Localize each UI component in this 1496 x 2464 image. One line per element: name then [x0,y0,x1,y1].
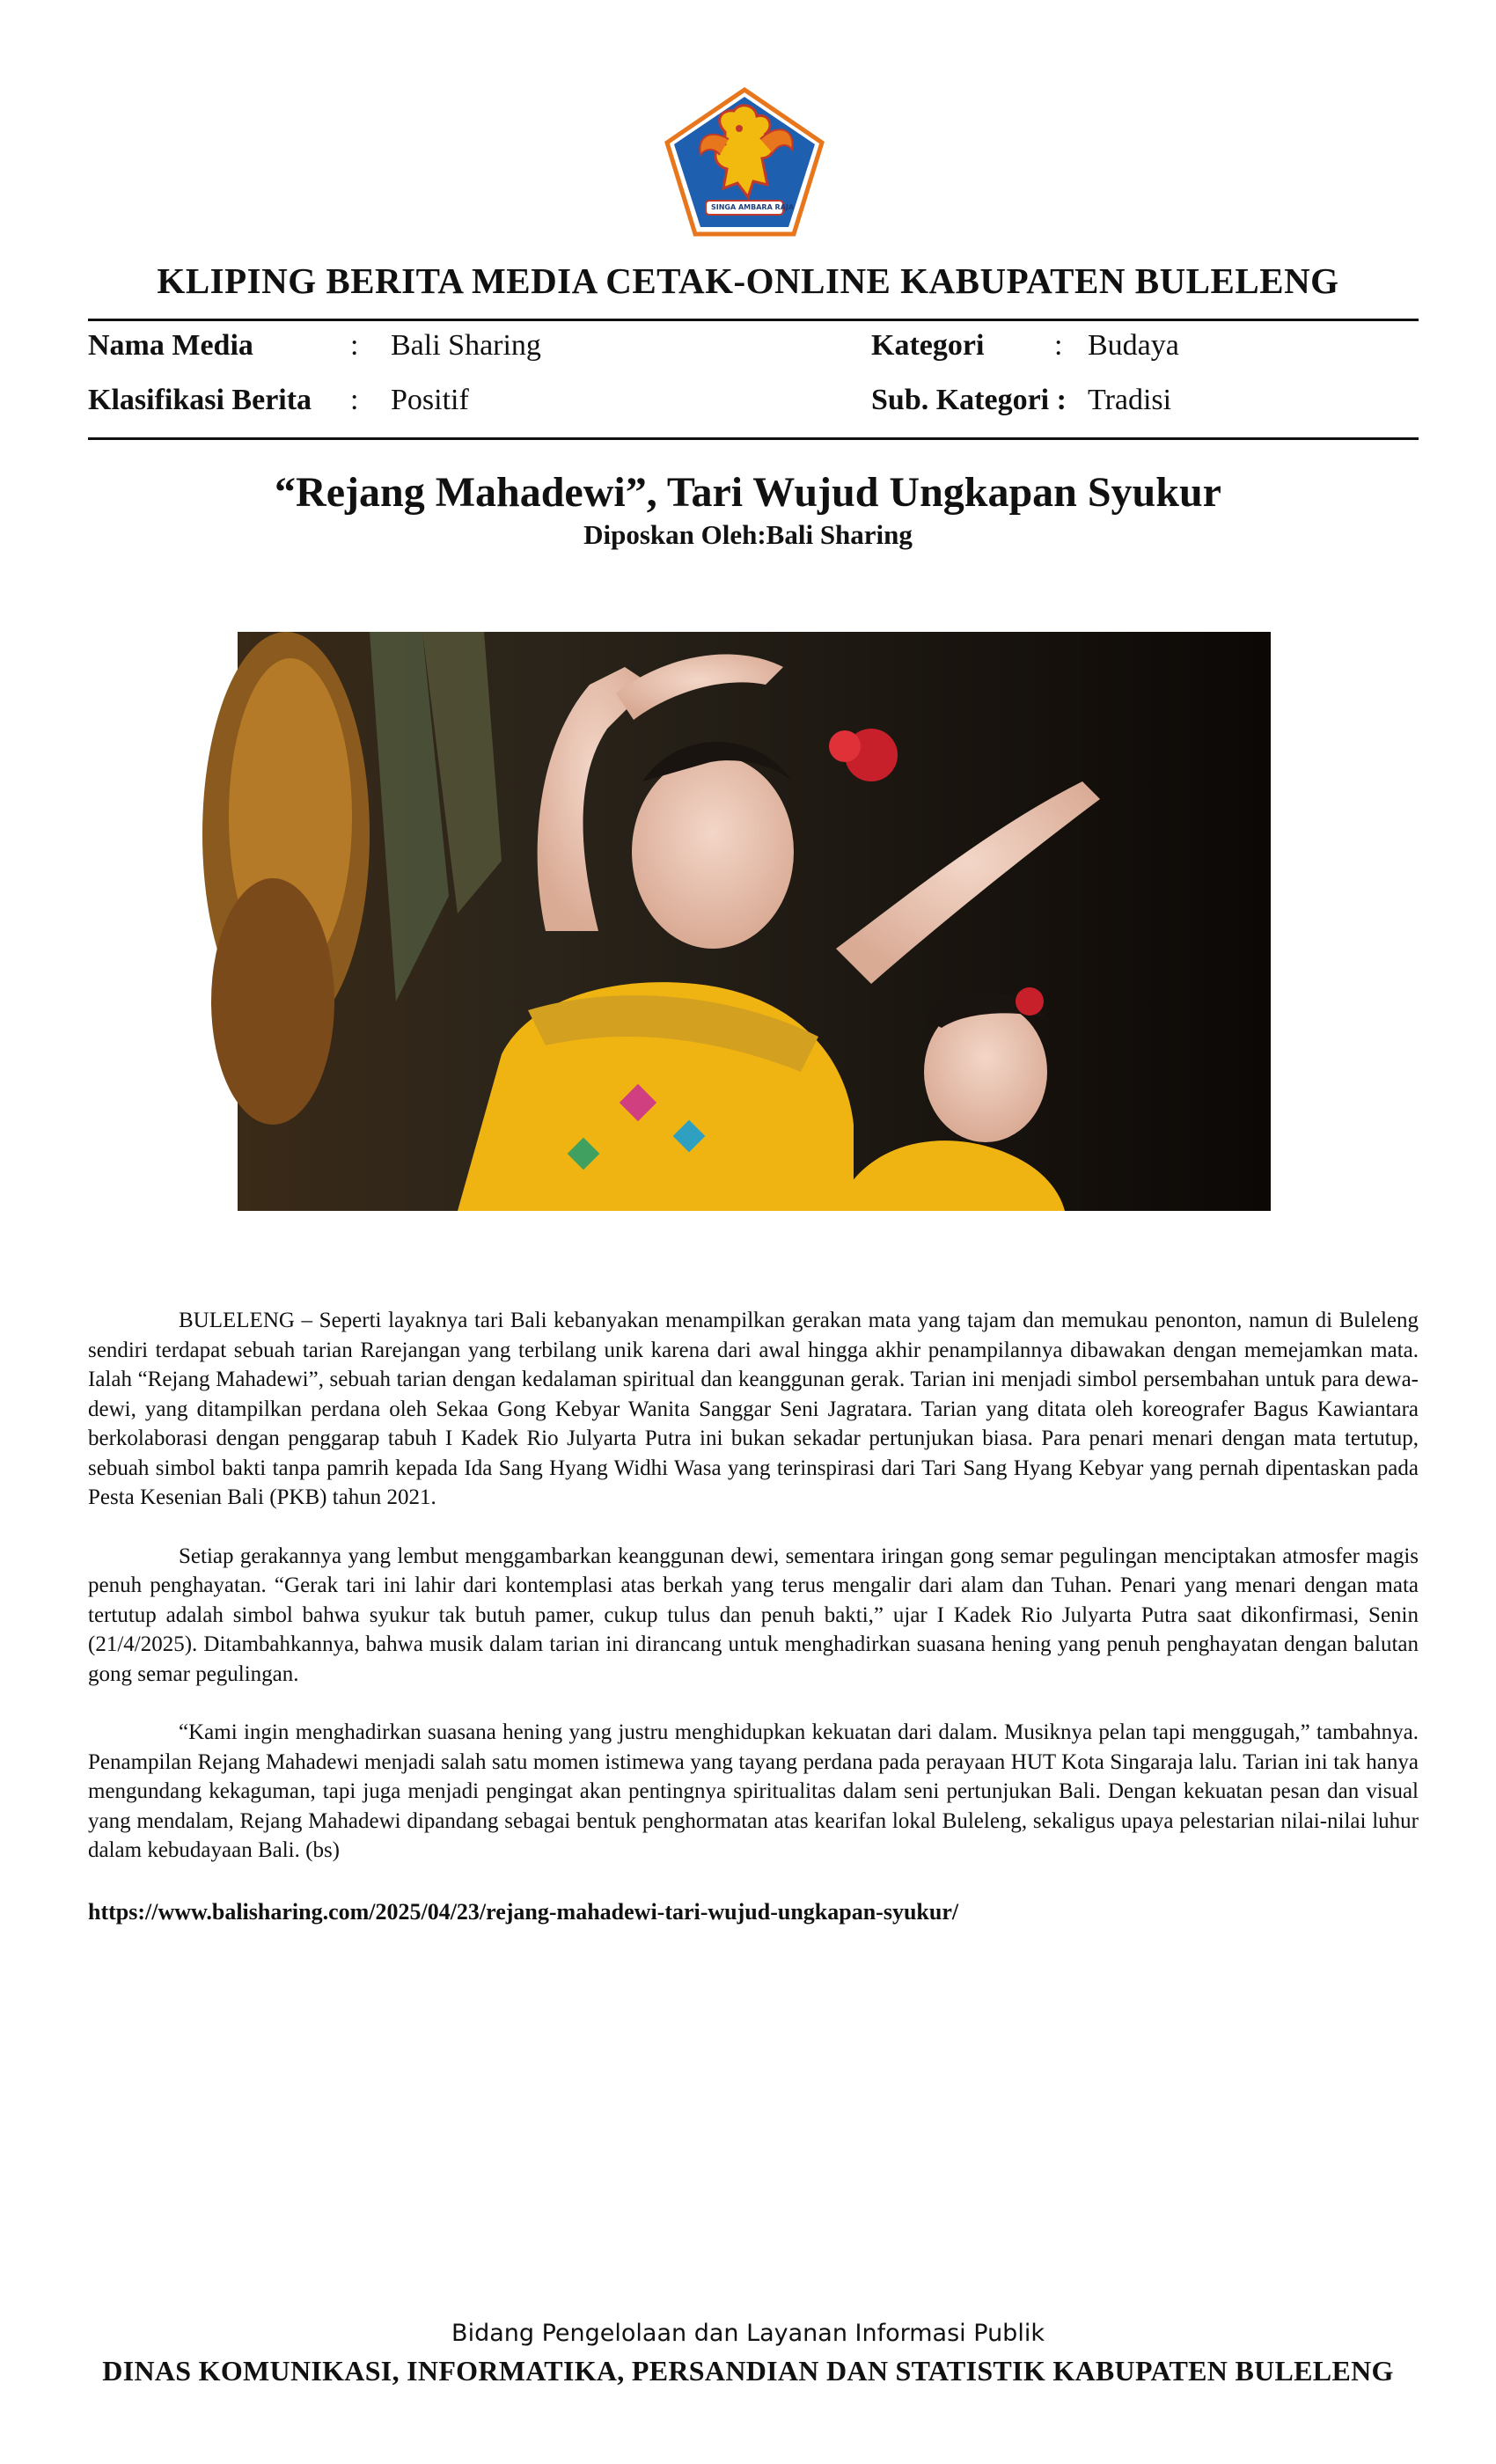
meta-kategori-label: Kategori [871,329,985,362]
meta-kategori-value: Budaya [1088,329,1179,362]
buleleng-crest-logo [664,86,825,238]
article-paragraph: BULELENG – Seperti layaknya tari Bali kebanyakan menampilkan gerakan mata yang tajam dan memukau penonton, namun di Buleleng sendiri terdapat sebuah tarian Rarejangan yang terbilang unik karena dari awal hingga akhir penampilannya dibawakan dengan memejamkan mata. Ialah “Rejang Mahadewi”, sebuah tarian dengan kedalaman spiritual dan keanggunan gerak. Tarian ini menjadi simbol persembahan untuk para dewa-dewi, yang ditampilkan perdana oleh Sekaa Gong Kebyar Wanita Sanggar Seni Jagratara. Tarian yang ditata oleh koreografer Bagus Kawiantara berkolaborasi dengan penggarap tabuh I Kadek Rio Julyarta Putra ini bukan sekadar pertunjukan biasa. Para penari menari dengan mata tertutup, sebuah simbol bakti tanpa pamrih kepada Ida Sang Hyang Widhi Wasa yang terinspirasi dari Tari Sang Hyang Kebyar yang pernah dipentaskan pada Pesta Kesenian Bali (PKB) tahun 2021. [88,1309,1419,1509]
article-body [88,1306,1419,1895]
meta-klasifikasi-label: Klasifikasi Berita [88,384,312,416]
article-paragraph: “Kami ingin menghadirkan suasana hening yang justru menghidupkan kekuatan dari dalam. Musiknya pelan tapi menggugah,” tambahnya. Penampilan Rejang Mahadewi menjadi salah satu momen istimewa yang tayang perdana pada perayaan HUT Kota Singaraja lalu. Tarian ini tak hanya mengundang kekaguman, tapi juga menjadi pengingat akan pentingnya spiritualitas dalam seni pertunjukan Bali. Dengan kekuatan pesan dan visual yang mendalam, Rejang Mahadewi dipandang sebagai bentuk penghormatan atas kearifan lokal Buleleng, sekaligus upaya pelestarian nilai-nilai luhur dalam kebudayaan Bali. (bs) [88,1720,1419,1862]
meta-sub-kategori-label: Sub. Kategori : [871,384,1067,416]
meta-separator: : [350,384,359,416]
buleleng-crest-icon [664,86,825,238]
logo-motto: SINGA AMBARA RAJA [711,203,795,211]
title-divider [88,319,1419,321]
article-byline: Diposkan Oleh:Bali Sharing [583,519,913,550]
meta-klasifikasi-value: Positif [391,384,469,416]
footer-department: DINAS KOMUNIKASI, INFORMATIKA, PERSANDIAN DAN STATISTIK KABUPATEN BULELENG [102,2355,1394,2387]
meta-sub-kategori-value: Tradisi [1088,384,1172,416]
meta-media-value: Bali Sharing [391,329,541,362]
meta-separator: : [350,329,359,362]
footer-unit: Bidang Pengelolaan dan Layanan Informasi Publik [451,2320,1045,2347]
article-photo [238,632,1271,1211]
source-link[interactable]: https://www.balisharing.com/2025/04/23/rejang-mahadewi-tari-wujud-ungkapan-syukur/ [88,1899,959,1925]
meta-separator: : [1054,329,1063,362]
article-paragraph: Setiap gerakannya yang lembut menggambarkan keanggunan dewi, sementara iringan gong semar pegulingan menciptakan atmosfer magis penuh penghayatan. “Gerak tari ini lahir dari kontemplasi atas berkah yang terus mengalir dari alam dan Tuhan. Penari yang menari dengan mata tertutup adalah simbol bahwa syukur tak butuh pamer, cukup tulus dan penuh bakti,” ujar I Kadek Rio Julyarta Putra saat dikonfirmasi, Senin (21/4/2025). Ditambahkannya, bahwa musik dalam tarian ini dirancang untuk menghadirkan suasana hening yang penuh penghayatan dengan balutan gong semar pegulingan. [88,1544,1419,1686]
article-headline: “Rejang Mahadewi”, Tari Wujud Ungkapan Syukur [275,469,1221,516]
meta-media-label: Nama Media [88,329,253,362]
meta-divider [88,437,1419,440]
document-title: KLIPING BERITA MEDIA CETAK-ONLINE KABUPATEN BULELENG [157,260,1339,301]
